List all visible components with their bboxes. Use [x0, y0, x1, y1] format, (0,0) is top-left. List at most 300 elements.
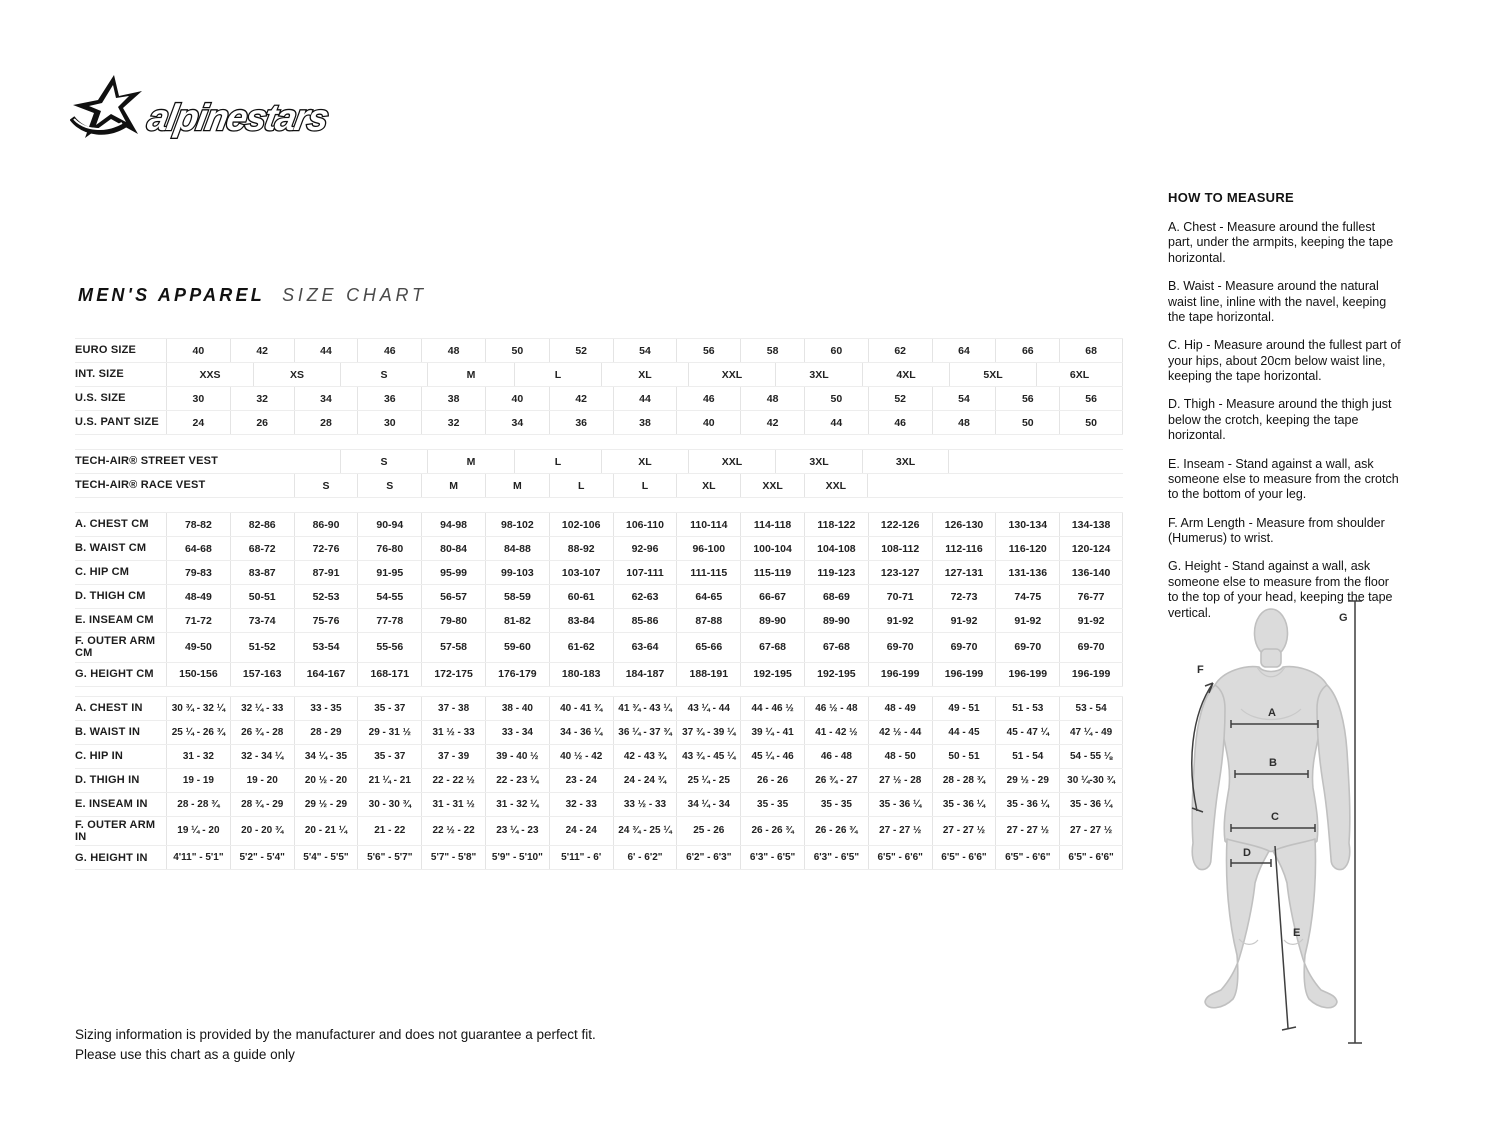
size-cell: 176-179 [485, 663, 549, 686]
size-cell: S [294, 474, 358, 497]
size-cell: 52-53 [294, 585, 358, 608]
size-cell: 6'5" - 6'6" [868, 846, 932, 869]
size-cell: 21 - 22 [357, 817, 421, 846]
size-cell [1059, 474, 1123, 497]
size-cell: 77-78 [357, 609, 421, 632]
size-cell: 68-69 [804, 585, 868, 608]
size-cell: 49-50 [166, 633, 230, 662]
row-label: E. INSEAM CM [75, 614, 154, 627]
size-cell: 48 [932, 411, 996, 434]
size-cell: XXL [688, 450, 775, 473]
size-cell: 114-118 [740, 513, 804, 536]
size-cell: 91-92 [868, 609, 932, 632]
size-cell: 78-82 [166, 513, 230, 536]
size-cell: 103-107 [549, 561, 613, 584]
table-row [75, 609, 1123, 633]
row-label: TECH-AIR® RACE VEST [75, 479, 206, 492]
size-cell: 196-199 [932, 663, 996, 686]
size-cell: 41 - 42 ½ [804, 721, 868, 744]
size-cell: 6'2" - 6'3" [676, 846, 740, 869]
size-cell: 24 ¾ - 25 ¼ [613, 817, 677, 846]
row-label: U.S. PANT SIZE [75, 416, 159, 429]
size-cell: 37 - 39 [421, 745, 485, 768]
size-cell: 50-51 [230, 585, 294, 608]
size-cell: 42 [549, 387, 613, 410]
size-cell: 91-95 [357, 561, 421, 584]
size-cell: 50 [995, 411, 1059, 434]
size-cell: 122-126 [868, 513, 932, 536]
size-cell: 196-199 [995, 663, 1059, 686]
table-row [75, 411, 1123, 435]
size-cell: 50 [804, 387, 868, 410]
size-cell: 168-171 [357, 663, 421, 686]
size-cell: L [613, 474, 677, 497]
size-cell: 71-72 [166, 609, 230, 632]
size-cell: 91-92 [932, 609, 996, 632]
size-cell: 19 ¼ - 20 [166, 817, 230, 846]
size-cell: 130-134 [995, 513, 1059, 536]
size-cell: 192-195 [804, 663, 868, 686]
row-label: D. THIGH IN [75, 773, 140, 786]
size-cell: 26 [230, 411, 294, 434]
size-cell: 26 - 26 ¾ [804, 817, 868, 846]
label-d: D [1243, 847, 1251, 859]
page-title-primary: MEN'S APPAREL [78, 285, 265, 305]
size-cell: 20 - 21 ¼ [294, 817, 358, 846]
table-row [75, 793, 1123, 817]
size-cell: 67-68 [804, 633, 868, 662]
row-label: B. WAIST IN [75, 725, 141, 738]
size-cell: 21 ¼ - 21 [357, 769, 421, 792]
size-cell: S [340, 450, 427, 473]
size-cell: 64 [932, 339, 996, 362]
size-cell: 95-99 [421, 561, 485, 584]
row-label: F. OUTER ARM CM [75, 635, 156, 660]
size-cell: 56 [995, 387, 1059, 410]
label-e: E [1293, 927, 1301, 939]
measure-instruction-thigh: D. Thigh - Measure around the thigh just below the crotch, keeping the tape horizontal. [1168, 397, 1392, 443]
cm-rows-group [75, 512, 1123, 687]
size-cell: 37 ¾ - 39 ¼ [676, 721, 740, 744]
size-cell: 32 [230, 387, 294, 410]
size-cell [949, 450, 1036, 473]
disclaimer-line-1: Sizing information is provided by the manufacturer and does not guarantee a perfect fit. [75, 1027, 596, 1042]
size-cell: 102-106 [549, 513, 613, 536]
size-cell: 6'3" - 6'5" [804, 846, 868, 869]
size-cell: 91-92 [1059, 609, 1123, 632]
size-cell: 26 ¾ - 28 [230, 721, 294, 744]
size-cell: 49 - 51 [932, 697, 996, 720]
row-label: B. WAIST CM [75, 542, 147, 555]
size-cell: 50 - 51 [932, 745, 996, 768]
size-cell: 40 ½ - 42 [549, 745, 613, 768]
size-cell: 157-163 [230, 663, 294, 686]
size-cell: 136-140 [1059, 561, 1123, 584]
size-cell: 27 - 27 ½ [932, 817, 996, 846]
size-cell: 26 - 26 [740, 769, 804, 792]
size-cell: 30 ¼-30 ¾ [1059, 769, 1123, 792]
size-cell: 54-55 [357, 585, 421, 608]
size-cell: 39 - 40 ½ [485, 745, 549, 768]
size-cell: 5'7" - 5'8" [421, 846, 485, 869]
size-cell: 110-114 [676, 513, 740, 536]
size-cell: 184-187 [613, 663, 677, 686]
row-label: C. HIP CM [75, 566, 130, 579]
size-cell: 6'5" - 6'6" [932, 846, 996, 869]
size-cell: 27 - 27 ½ [1059, 817, 1123, 846]
size-cell: 38 [421, 387, 485, 410]
size-cell: 55-56 [357, 633, 421, 662]
size-cell: 27 ½ - 28 [868, 769, 932, 792]
size-cell: 116-120 [995, 537, 1059, 560]
size-cell: 119-123 [804, 561, 868, 584]
size-cell: 34 [485, 411, 549, 434]
size-cell: 46 ½ - 48 [804, 697, 868, 720]
size-cell: 81-82 [485, 609, 549, 632]
size-cell: 25 - 26 [676, 817, 740, 846]
size-cell: 48 [421, 339, 485, 362]
size-cell: 47 ¼ - 49 [1059, 721, 1123, 744]
size-cell: 6'5" - 6'6" [1059, 846, 1123, 869]
size-cell: 82-86 [230, 513, 294, 536]
measure-instruction-hip: C. Hip - Measure around the fullest part of your hips, about 20cm below waist line, keeping the tape horizontal. [1168, 338, 1401, 383]
size-cell: XXS [166, 363, 253, 386]
size-cell: 5'4" - 5'5" [294, 846, 358, 869]
size-cell: XL [601, 450, 688, 473]
size-cell: XXL [740, 474, 804, 497]
size-cell: 46 [357, 339, 421, 362]
measure-instruction-chest: A. Chest - Measure around the fullest part, under the armpits, keeping the tape horizontal. [1168, 220, 1394, 265]
size-cell: 58-59 [485, 585, 549, 608]
size-cell: 54 - 55 ⅛ [1059, 745, 1123, 768]
size-cell: 56 [1059, 387, 1123, 410]
size-cell: 37 - 38 [421, 697, 485, 720]
size-cell: 36 [357, 387, 421, 410]
size-cell: 87-88 [676, 609, 740, 632]
size-cell: 50 [485, 339, 549, 362]
row-label: G. HEIGHT IN [75, 851, 148, 864]
size-cell: 69-70 [932, 633, 996, 662]
size-cell: 35 - 35 [740, 793, 804, 816]
size-cell: 43 ¾ - 45 ¼ [676, 745, 740, 768]
table-row [75, 745, 1123, 769]
size-cell: 107-111 [613, 561, 677, 584]
table-row [75, 585, 1123, 609]
size-cell: 72-73 [932, 585, 996, 608]
table-row [75, 696, 1123, 721]
size-cell: 24 - 24 ¾ [613, 769, 677, 792]
row-label: A. CHEST IN [75, 701, 143, 714]
size-cell: 30 [166, 387, 230, 410]
size-cell: 31 ½ - 33 [421, 721, 485, 744]
size-cell: 46 [868, 411, 932, 434]
size-cell: 22 - 23 ¼ [485, 769, 549, 792]
size-cell [1036, 450, 1123, 473]
size-cell: 27 - 27 ½ [995, 817, 1059, 846]
size-cell: 38 - 40 [485, 697, 549, 720]
size-cell: 69-70 [1059, 633, 1123, 662]
size-cell: 76-80 [357, 537, 421, 560]
table-row [75, 537, 1123, 561]
size-cell: M [427, 450, 514, 473]
size-cell: 89-90 [740, 609, 804, 632]
size-cell: L [549, 474, 613, 497]
size-cell: 100-104 [740, 537, 804, 560]
size-cell: 126-130 [932, 513, 996, 536]
size-cell: 42 [740, 411, 804, 434]
row-label: U.S. SIZE [75, 392, 126, 405]
size-cell: XL [676, 474, 740, 497]
size-cell: 36 [549, 411, 613, 434]
size-cell: 72-76 [294, 537, 358, 560]
size-cell: 92-96 [613, 537, 677, 560]
size-cell: XS [253, 363, 340, 386]
table-row [75, 561, 1123, 585]
disclaimer [75, 1025, 596, 1066]
row-label: D. THIGH CM [75, 590, 146, 603]
alpinestars-star-icon [72, 75, 142, 138]
size-cell: 20 - 20 ¾ [230, 817, 294, 846]
size-cell: 76-77 [1059, 585, 1123, 608]
row-label: TECH-AIR® STREET VEST [75, 455, 219, 468]
size-cell: 4'11" - 5'1" [166, 846, 230, 869]
size-cell: 32 [421, 411, 485, 434]
size-cell: 120-124 [1059, 537, 1123, 560]
size-cell: 79-83 [166, 561, 230, 584]
size-cell: 73-74 [230, 609, 294, 632]
size-cell: 69-70 [995, 633, 1059, 662]
size-cell: 20 ½ - 20 [294, 769, 358, 792]
size-cell: S [357, 474, 421, 497]
size-cell: 19 - 19 [166, 769, 230, 792]
size-cell: M [427, 363, 514, 386]
size-cell: 43 ¼ - 44 [676, 697, 740, 720]
size-cell: 56-57 [421, 585, 485, 608]
size-cell: 34 ¼ - 34 [676, 793, 740, 816]
in-rows-group [75, 696, 1123, 871]
size-cell: 98-102 [485, 513, 549, 536]
size-cell: 29 ½ - 29 [294, 793, 358, 816]
table-row [75, 512, 1123, 537]
size-cell: 63-64 [613, 633, 677, 662]
row-label: A. CHEST CM [75, 518, 149, 531]
table-row [75, 633, 1123, 663]
size-cell: 54 [613, 339, 677, 362]
size-cell: 40 [676, 411, 740, 434]
measure-instruction-inseam: E. Inseam - Stand against a wall, ask someone else to measure from the crotch to the bottom of your leg. [1168, 456, 1399, 502]
size-cell: 25 ¼ - 26 ¾ [166, 721, 230, 744]
row-label: E. INSEAM IN [75, 797, 148, 810]
size-cell: 28 [294, 411, 358, 434]
size-cell: 30 [357, 411, 421, 434]
size-cell: 35 - 36 ¼ [868, 793, 932, 816]
size-cell: 4XL [862, 363, 949, 386]
size-cell: 28 - 28 ¾ [166, 793, 230, 816]
size-cell: 32 - 33 [549, 793, 613, 816]
size-cell: 34 [294, 387, 358, 410]
size-cell: 45 ¼ - 46 [740, 745, 804, 768]
size-cell: 188-191 [676, 663, 740, 686]
row-label: F. OUTER ARM IN [75, 818, 156, 843]
size-cell: 64-68 [166, 537, 230, 560]
size-cell: 51-52 [230, 633, 294, 662]
size-cell: 46 - 48 [804, 745, 868, 768]
size-cell: 26 - 26 ¾ [740, 817, 804, 846]
row-label: INT. SIZE [75, 368, 124, 381]
alpinestars-logo [70, 74, 348, 156]
size-cell: 112-116 [932, 537, 996, 560]
size-cell: 106-110 [613, 513, 677, 536]
size-cell: 5'11" - 6' [549, 846, 613, 869]
size-cell: 35 - 37 [357, 745, 421, 768]
size-cell: 46 [676, 387, 740, 410]
measure-instruction-arm: F. Arm Length - Measure from shoulder (Humerus) to wrist. [1168, 515, 1385, 545]
size-cell: 108-112 [868, 537, 932, 560]
size-cell: 88-92 [549, 537, 613, 560]
size-cell: 67-68 [740, 633, 804, 662]
size-cell: 22 ½ - 22 [421, 817, 485, 846]
size-cell: 38 [613, 411, 677, 434]
size-cell: 42 - 43 ¾ [613, 745, 677, 768]
size-cell: 22 - 22 ½ [421, 769, 485, 792]
size-cell: 48 - 50 [868, 745, 932, 768]
size-cell: 30 - 30 ¾ [357, 793, 421, 816]
size-cell: 150-156 [166, 663, 230, 686]
size-cell: 44 - 45 [932, 721, 996, 744]
table-row [75, 721, 1123, 745]
size-cell: 79-80 [421, 609, 485, 632]
size-cell: 70-71 [868, 585, 932, 608]
table-row [75, 846, 1123, 870]
tech-air-rows-group [75, 449, 1123, 498]
size-cell: 115-119 [740, 561, 804, 584]
size-cell: 48 - 49 [868, 697, 932, 720]
size-cell: 6'3" - 6'5" [740, 846, 804, 869]
size-cell: 68-72 [230, 537, 294, 560]
page-title [78, 285, 427, 306]
size-cell: 39 ¼ - 41 [740, 721, 804, 744]
size-cell: 53 - 54 [1059, 697, 1123, 720]
table-row [75, 449, 1123, 474]
size-cell: 53-54 [294, 633, 358, 662]
label-b: B [1269, 757, 1277, 769]
size-cell: 3XL [775, 363, 862, 386]
size-cell: 29 - 31 ½ [357, 721, 421, 744]
size-cell: 35 - 35 [804, 793, 868, 816]
size-cell: 172-175 [421, 663, 485, 686]
size-cell: 65-66 [676, 633, 740, 662]
size-cell: 111-115 [676, 561, 740, 584]
size-cell: 34 ¼ - 35 [294, 745, 358, 768]
size-cell: 33 ½ - 33 [613, 793, 677, 816]
size-cell: 123-127 [868, 561, 932, 584]
size-cell [995, 474, 1059, 497]
size-rows-group [75, 338, 1123, 435]
size-cell: 48-49 [166, 585, 230, 608]
size-cell: 62-63 [613, 585, 677, 608]
table-row [75, 817, 1123, 847]
size-cell: 35 - 36 ¼ [1059, 793, 1123, 816]
size-cell: 50 [1059, 411, 1123, 434]
size-cell: 25 ¼ - 25 [676, 769, 740, 792]
size-cell: 64-65 [676, 585, 740, 608]
size-cell: 89-90 [804, 609, 868, 632]
how-to-measure-panel [1168, 190, 1401, 634]
size-cell [932, 474, 996, 497]
size-cell: 84-88 [485, 537, 549, 560]
size-cell: 31 - 31 ½ [421, 793, 485, 816]
size-cell: 36 ¼ - 37 ¾ [613, 721, 677, 744]
size-cell: 131-136 [995, 561, 1059, 584]
logo-wordmark: alpinestars [144, 96, 331, 138]
size-cell: 44 [804, 411, 868, 434]
size-cell: 40 [485, 387, 549, 410]
table-row [75, 769, 1123, 793]
size-cell: 99-103 [485, 561, 549, 584]
size-cell: 91-92 [995, 609, 1059, 632]
table-row [75, 338, 1123, 363]
size-cell: 74-75 [995, 585, 1059, 608]
size-cell: 134-138 [1059, 513, 1123, 536]
size-cell: 34 - 36 ¼ [549, 721, 613, 744]
size-cell: 41 ¾ - 43 ¼ [613, 697, 677, 720]
size-cell: XL [601, 363, 688, 386]
size-cell: 28 ¾ - 29 [230, 793, 294, 816]
size-cell: M [485, 474, 549, 497]
size-cell: 196-199 [868, 663, 932, 686]
size-cell: 44 [613, 387, 677, 410]
size-cell: 27 - 27 ½ [868, 817, 932, 846]
label-g: G [1339, 612, 1348, 624]
size-cell: 83-84 [549, 609, 613, 632]
size-cell [868, 474, 932, 497]
label-c: C [1271, 811, 1279, 823]
size-cell: 54 [932, 387, 996, 410]
size-cell: 5'9" - 5'10" [485, 846, 549, 869]
size-cell: 31 - 32 ¼ [485, 793, 549, 816]
measure-instruction-waist: B. Waist - Measure around the natural waist line, inline with the navel, keeping the tape horizontal. [1168, 279, 1387, 324]
size-cell: 3XL [862, 450, 949, 473]
size-cell: 86-90 [294, 513, 358, 536]
size-cell: 196-199 [1059, 663, 1123, 686]
size-cell: 164-167 [294, 663, 358, 686]
size-cell: 45 - 47 ¼ [995, 721, 1059, 744]
size-cell [230, 474, 294, 497]
size-cell: 104-108 [804, 537, 868, 560]
size-cell: 40 - 41 ¾ [549, 697, 613, 720]
size-cell: 3XL [775, 450, 862, 473]
size-cell: 83-87 [230, 561, 294, 584]
size-cell: 42 ½ - 44 [868, 721, 932, 744]
row-label: C. HIP IN [75, 749, 124, 762]
size-cell: 60-61 [549, 585, 613, 608]
size-cell: 62 [868, 339, 932, 362]
label-f: F [1197, 664, 1204, 676]
size-cell: XXL [688, 363, 775, 386]
size-cell: 35 - 37 [357, 697, 421, 720]
size-cell: 85-86 [613, 609, 677, 632]
size-cell: 56 [676, 339, 740, 362]
table-row [75, 663, 1123, 687]
size-cell: 33 - 35 [294, 697, 358, 720]
size-cell: 51 - 54 [995, 745, 1059, 768]
size-cell: 48 [740, 387, 804, 410]
size-cell: 69-70 [868, 633, 932, 662]
size-cell: 35 - 36 ¼ [995, 793, 1059, 816]
size-cell: 26 ¾ - 27 [804, 769, 868, 792]
size-cell: 28 - 28 ¾ [932, 769, 996, 792]
how-to-measure-heading: HOW TO MEASURE [1168, 190, 1295, 205]
